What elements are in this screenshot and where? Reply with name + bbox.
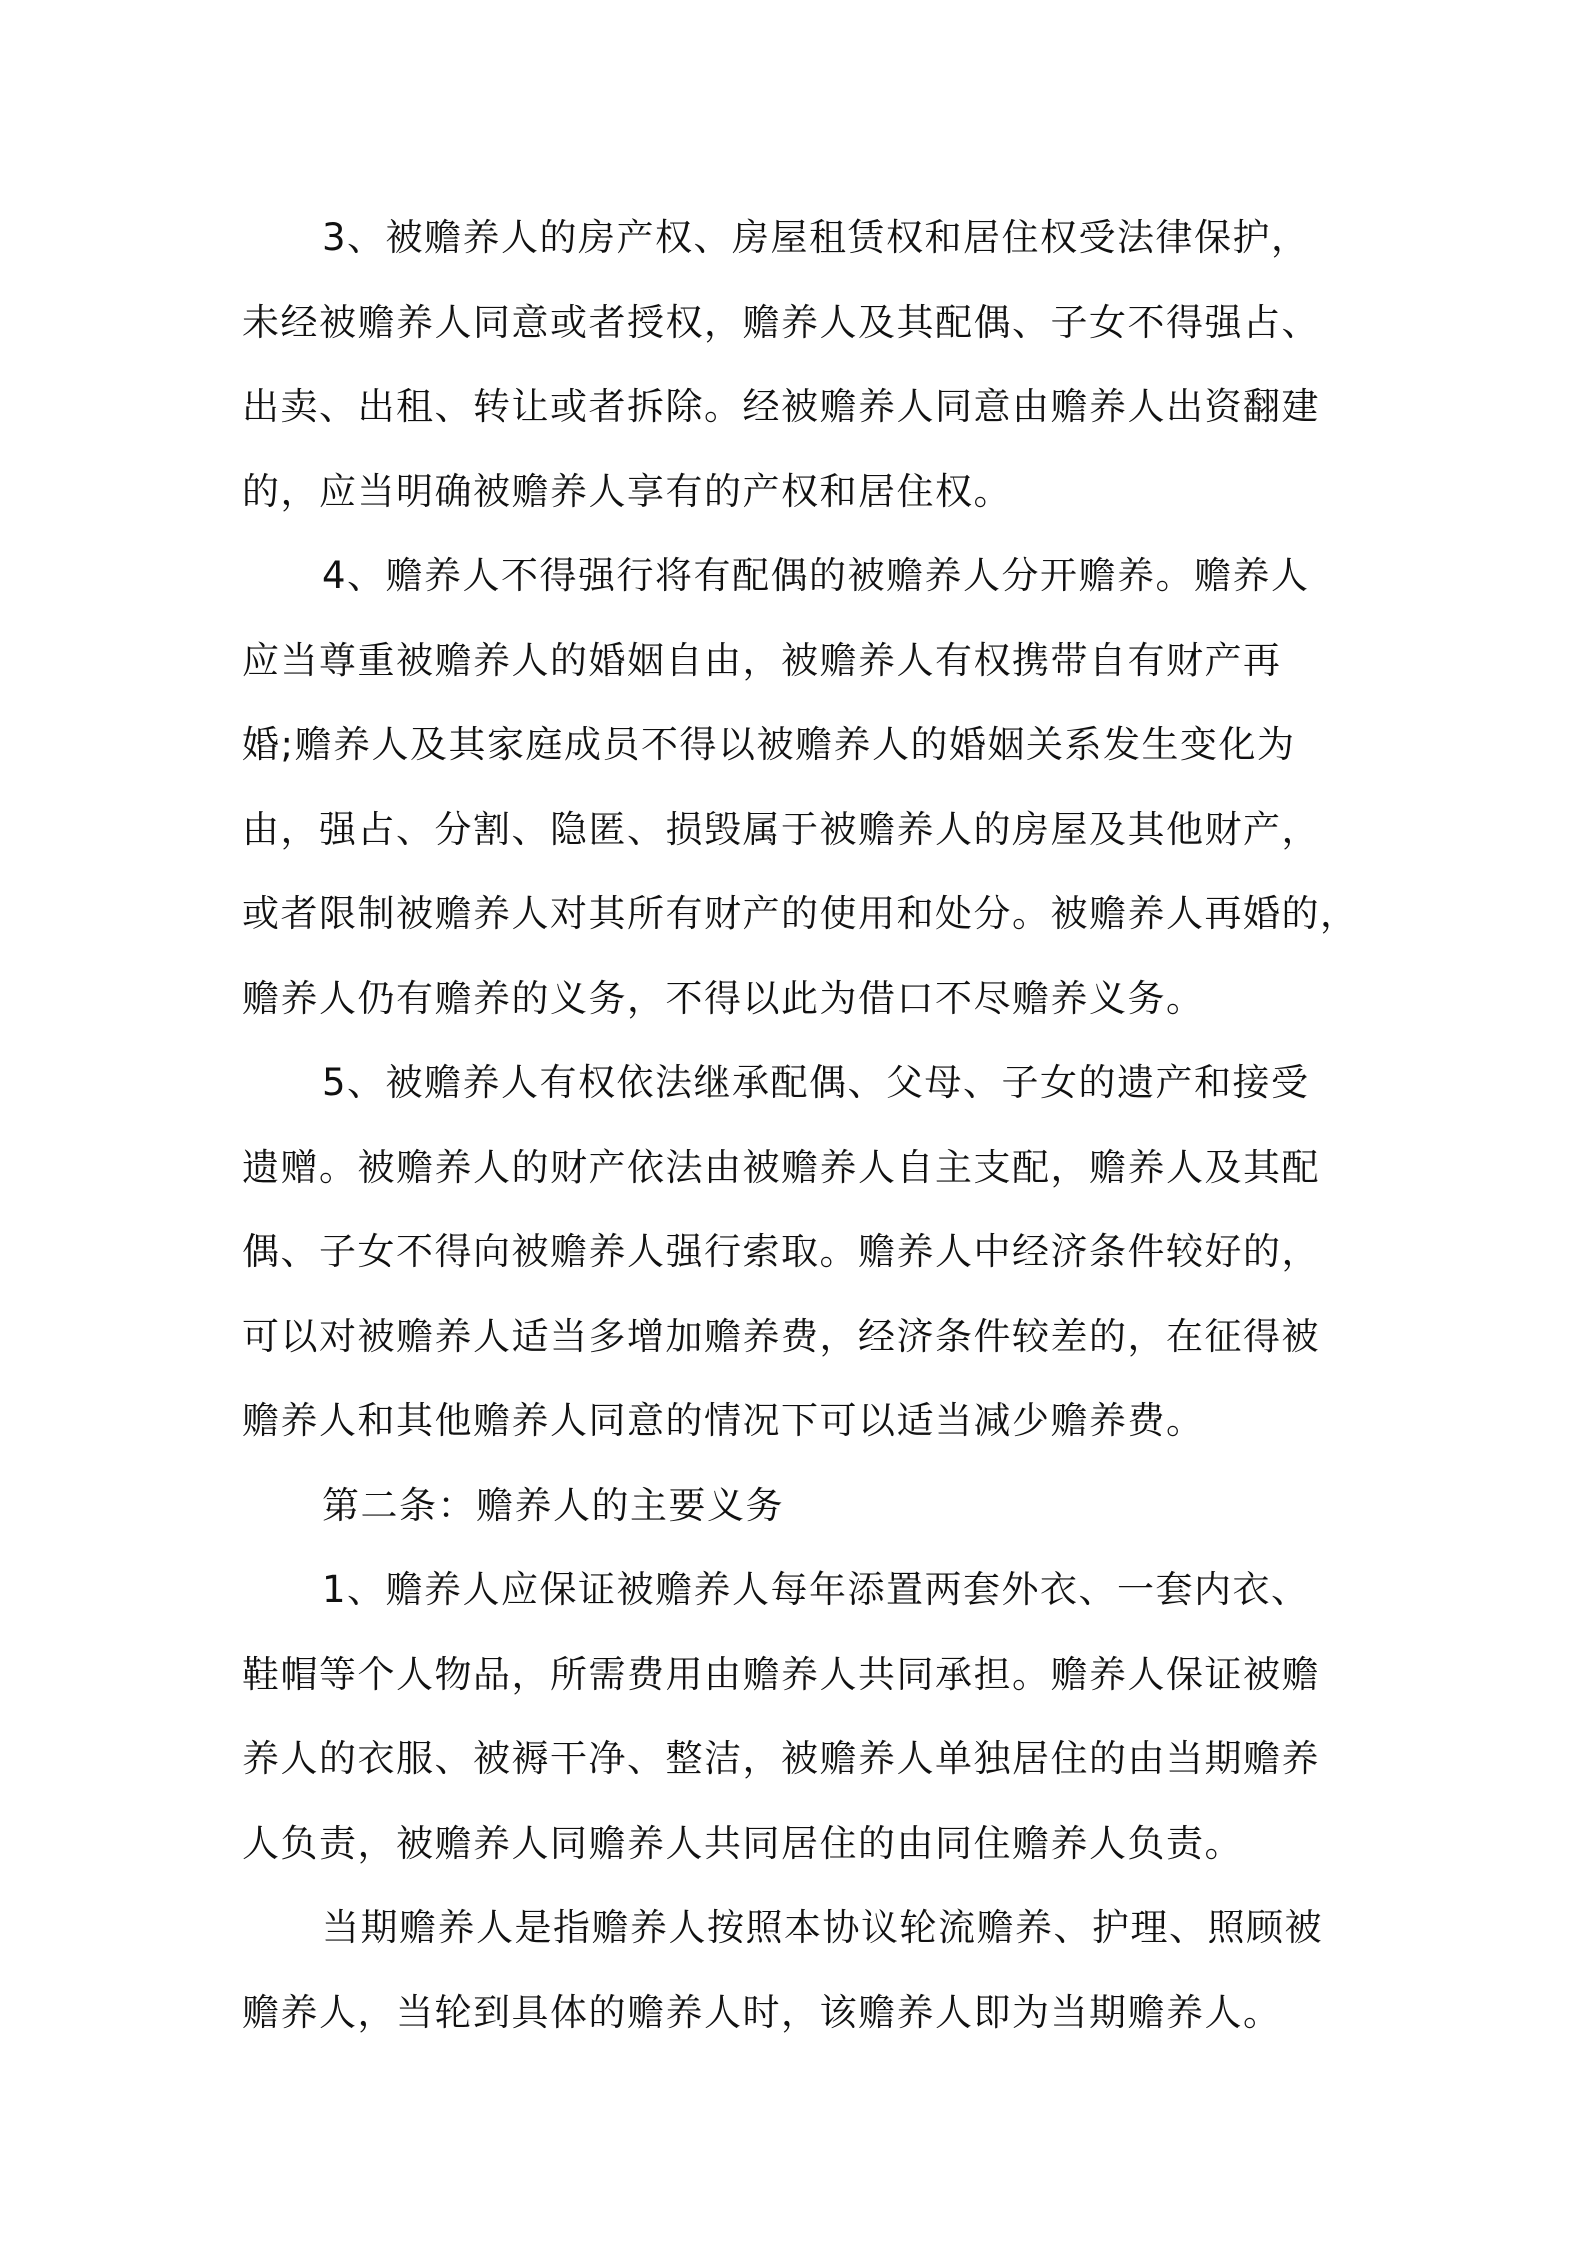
text-line: 1、赡养人应保证被赡养人每年添置两套外衣、一套内衣、 — [322, 1568, 1310, 1611]
text-line: 赡养人，当轮到具体的赡养人时，该赡养人即为当期赡养人。 — [242, 1990, 1282, 2034]
section-heading: 第二条：赡养人的主要义务 — [322, 1483, 784, 1527]
text-line: 婚;赡养人及其家庭成员不得以被赡养人的婚姻关系发生变化为 — [242, 723, 1296, 766]
text-line: 当期赡养人是指赡养人按照本协议轮流赡养、护理、照顾被 — [322, 1906, 1323, 1949]
text-line: 由，强占、分割、隐匿、损毁属于被赡养人的房屋及其他财产， — [242, 807, 1320, 851]
text-line: 养人的衣服、被褥干净、整洁，被赡养人单独居住的由当期赡养 — [242, 1737, 1320, 1780]
text-line: 遗赠。被赡养人的财产依法由被赡养人自主支配，赡养人及其配 — [242, 1145, 1320, 1189]
text-line: 应当尊重被赡养人的婚姻自由，被赡养人有权携带自有财产再 — [242, 638, 1282, 682]
text-line: 3、被赡养人的房产权、房屋租赁权和居住权受法律保护， — [322, 216, 1310, 259]
text-line: 4、赡养人不得强行将有配偶的被赡养人分开赡养。赡养人 — [322, 554, 1310, 597]
text-line: 鞋帽等个人物品，所需费用由赡养人共同承担。赡养人保证被赡 — [242, 1652, 1320, 1696]
text-line: 偶、子女不得向被赡养人强行索取。赡养人中经济条件较好的， — [242, 1230, 1320, 1273]
text-line: 或者限制被赡养人对其所有财产的使用和处分。被赡养人再婚的， — [242, 892, 1359, 935]
text-line: 赡养人仍有赡养的义务，不得以此为借口不尽赡养义务。 — [242, 976, 1205, 1020]
text-line: 可以对被赡养人适当多增加赡养费，经济条件较差的，在征得被 — [242, 1314, 1320, 1358]
text-line: 未经被赡养人同意或者授权，赡养人及其配偶、子女不得强占、 — [242, 300, 1320, 344]
text-line: 5、被赡养人有权依法继承配偶、父母、子女的遗产和接受 — [322, 1061, 1310, 1104]
text-line: 出卖、出租、转让或者拆除。经被赡养人同意由赡养人出资翻建 — [242, 385, 1320, 428]
text-line: 的，应当明确被赡养人享有的产权和居住权。 — [242, 469, 1012, 513]
document-body — [242, 196, 1362, 2055]
text-line: 赡养人和其他赡养人同意的情况下可以适当减少赡养费。 — [242, 1399, 1205, 1442]
text-line: 人负责，被赡养人同赡养人共同居住的由同住赡养人负责。 — [242, 1821, 1243, 1865]
